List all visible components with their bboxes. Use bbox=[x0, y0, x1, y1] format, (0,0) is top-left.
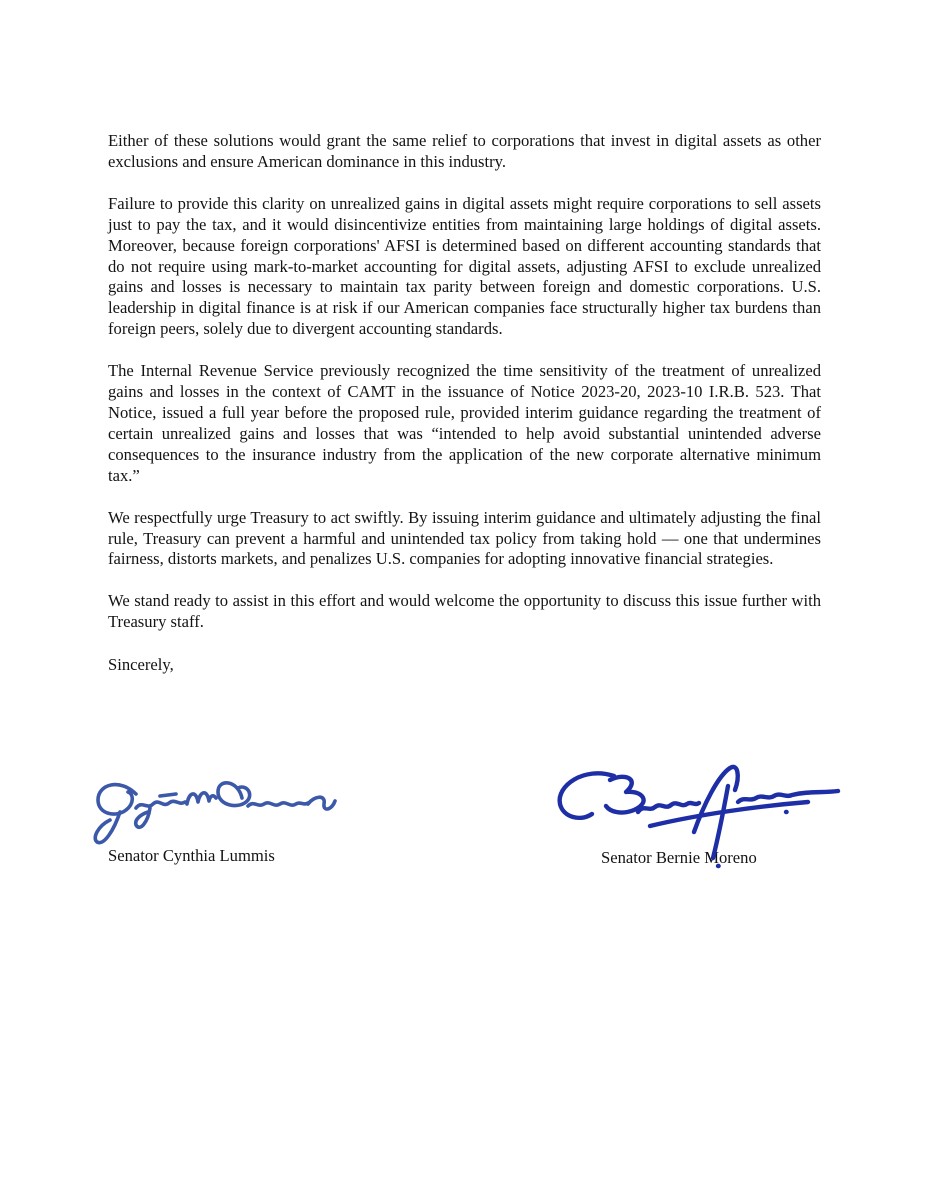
paragraph-failure-clarity: Failure to provide this clarity on unrealized gains in digital assets might require corporations to sell assets just to pay the tax, and it would disincentivize entities from maintaining large holdings of digital assets. Moreover, because foreign corporations' AFSI is determined based on different accounting standards that do not require using mark-to-market accounting for digital assets, adjusting AFSI to exclude unrealized gains and losses is necessary to maintain tax parity between foreign and domestic corporations. U.S. leadership in digital finance is at risk if our American companies face structurally higher tax burdens than foreign peers, solely due to divergent accounting standards. bbox=[108, 193, 821, 339]
paragraph-stand-ready: We stand ready to assist in this effort and would welcome the opportunity to discuss this issue further with Treasury staff. bbox=[108, 591, 821, 632]
moreno-caption: Senator Bernie Moreno bbox=[601, 848, 757, 867]
paragraph-irs-notice: The Internal Revenue Service previously recognized the time sensitivity of the treatment of unrealized gains and losses in the context of CAMT in the issuance of Notice 2023-20, 2023-10 I.R.B. 523. That Notice, issued a full year before the proposed rule, provided interim guidance regarding the treatment of certain unrealized gains and losses that was “intended to help avoid substantial unintended adverse consequences to the insurance industry from the application of the new corporate alternative minimum tax.” bbox=[108, 361, 821, 485]
paragraph-relief: Either of these solutions would grant the same relief to corporations that invest in digital assets as other exclusions and ensure American dominance in this industry. bbox=[108, 131, 821, 171]
lummis-caption: Senator Cynthia Lummis bbox=[108, 846, 275, 865]
paragraph-urge-treasury: We respectfully urge Treasury to act swiftly. By issuing interim guidance and ultimately adjusting the final rule, Treasury can prevent a harmful and unintended tax policy from taking hold — one that undermines fairness, distorts markets, and penalizes U.S. companies for adopting innovative financial strategies. bbox=[108, 507, 821, 569]
lummis-signature bbox=[90, 768, 348, 858]
closing-salutation: Sincerely, bbox=[108, 655, 174, 675]
lummis-signature-ink bbox=[95, 783, 335, 843]
letter-body bbox=[108, 131, 821, 697]
